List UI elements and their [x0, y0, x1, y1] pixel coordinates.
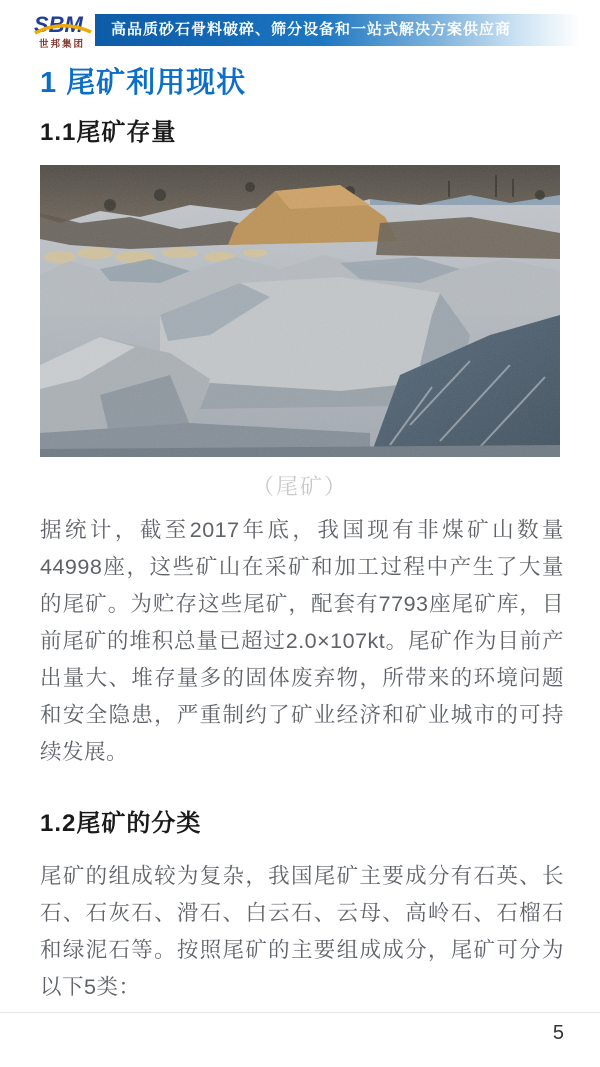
footer-divider	[0, 1012, 600, 1013]
header-banner	[95, 14, 600, 46]
section-1-heading: 1.1尾矿存量	[40, 119, 177, 146]
sbm-logo-graphic	[32, 8, 94, 52]
page-number: 5	[552, 1022, 564, 1044]
section-1-paragraph: 据统计，截至2017年底，我国现有非煤矿山数量44998座，这些矿山在采矿和加工过程中产生了大量的尾矿。为贮存这些尾矿，配套有7793座尾矿库，目前尾矿的堆积总量已超过2.0×107kt。尾矿作为目前产出量大、堆存量多的固体废弃物，所带来的环境问题和安全隐患，严重制约了矿业经济和矿业城市的可持续发展。	[40, 518, 564, 764]
sbm-logo	[32, 8, 94, 52]
photo-caption: （尾矿）	[251, 474, 348, 499]
section-2-heading: 1.2尾矿的分类	[40, 810, 202, 837]
chapter-title: 1 尾矿利用现状	[40, 67, 247, 99]
tailings-photo	[40, 165, 560, 457]
logo-company-text: 世邦集团	[39, 39, 86, 50]
banner-slogan: 高品质砂石骨料破碎、筛分设备和一站式解决方案供应商	[111, 21, 512, 38]
logo-brand-text: SBM	[34, 12, 83, 37]
section-2-paragraph: 尾矿的组成较为复杂，我国尾矿主要成分有石英、长石、石灰石、滑石、白云石、云母、高岭石、石榴石和绿泥石等。按照尾矿的主要组成成分，尾矿可分为以下5类：	[40, 864, 564, 999]
